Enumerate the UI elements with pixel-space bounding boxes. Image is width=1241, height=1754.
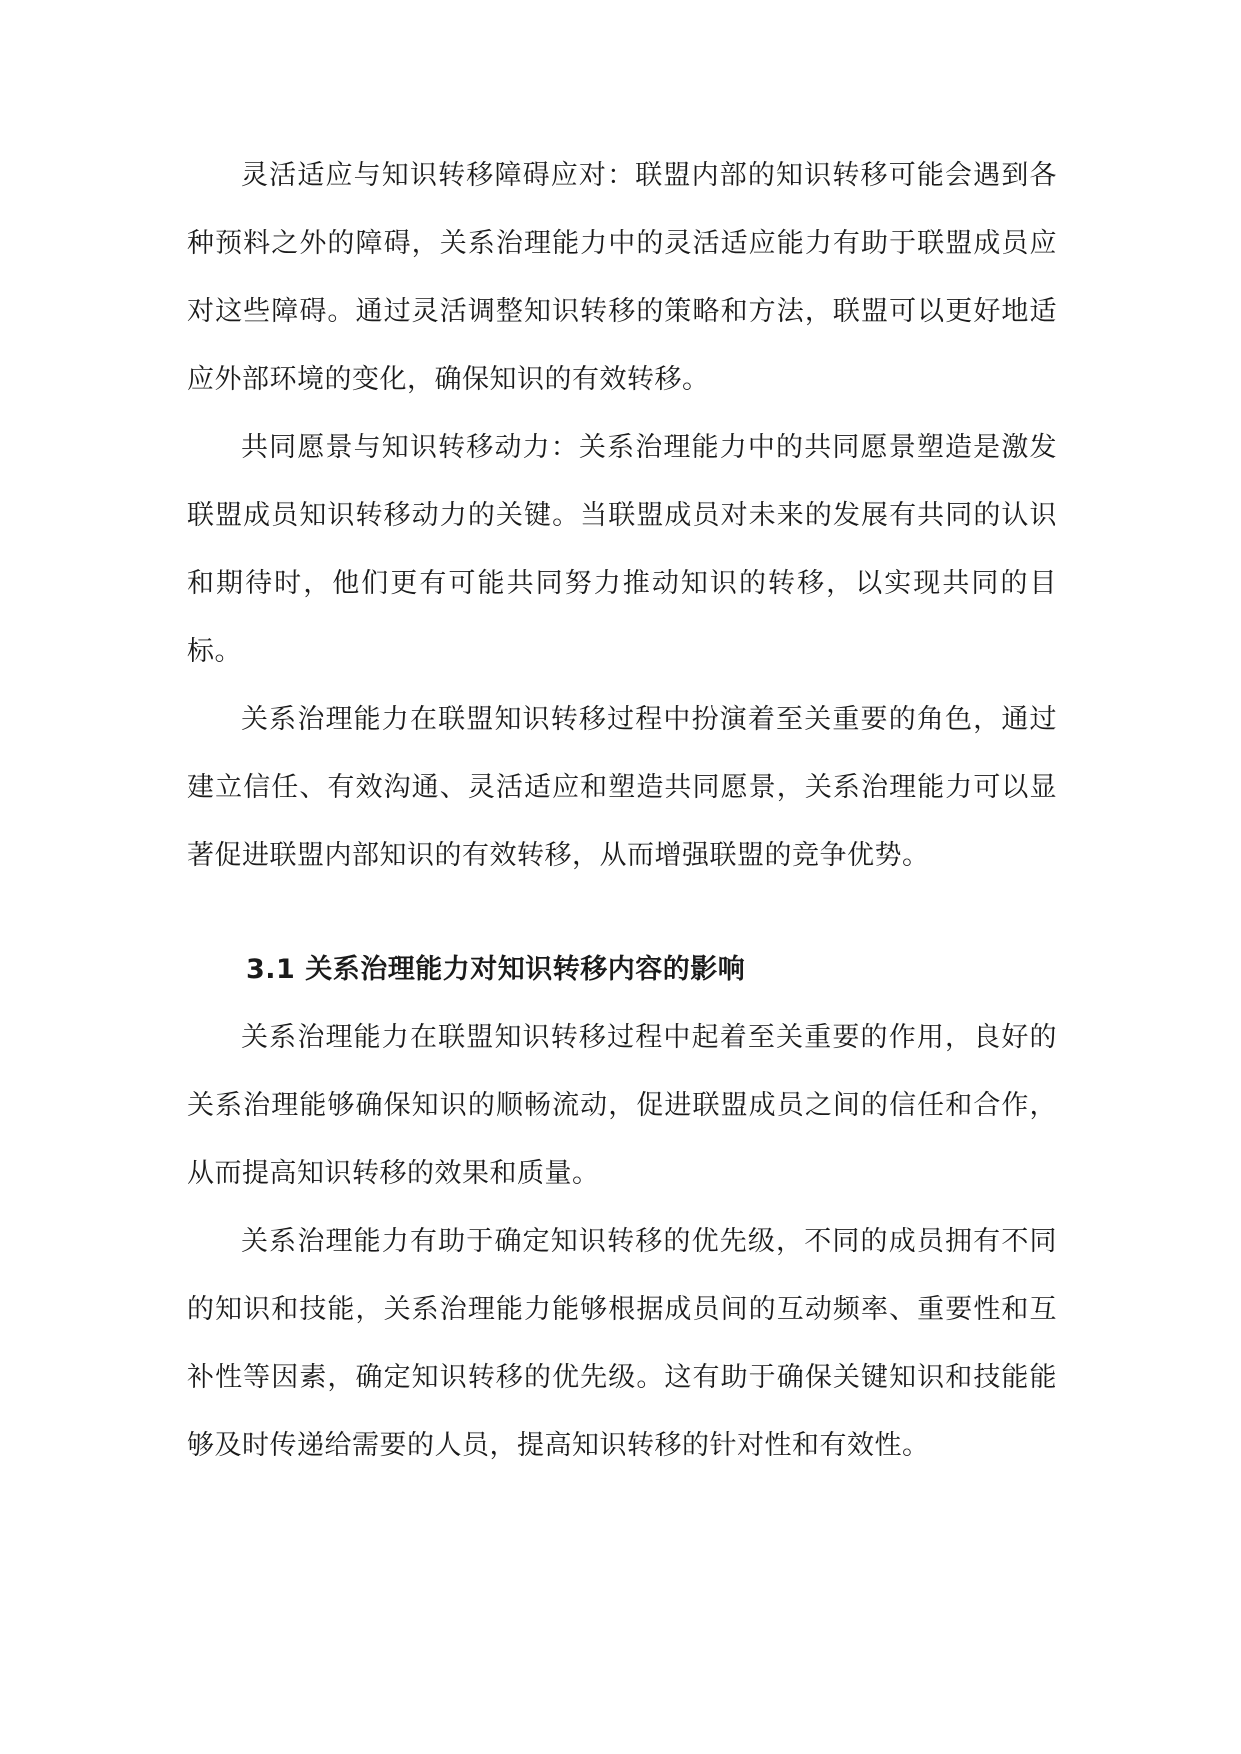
paragraph-summary: 关系治理能力在联盟知识转移过程中扮演着至关重要的角色，通过建立信任、有效沟通、灵活适应和塑造共同愿景，关系治理能力可以显著促进联盟内部知识的有效转移，从而增强联盟的竞争优势。 (187, 704, 1057, 871)
document-body (187, 142, 1057, 1480)
paragraph-shared-vision: 共同愿景与知识转移动力：关系治理能力中的共同愿景塑造是激发联盟成员知识转移动力的关键。当联盟成员对未来的发展有共同的认识和期待时，他们更有可能共同努力推动知识的转移，以实现共同的目标。 (187, 432, 1057, 667)
paragraph-flexible-adaptation: 灵活适应与知识转移障碍应对：联盟内部的知识转移可能会遇到各种预料之外的障碍，关系治理能力中的灵活适应能力有助于联盟成员应对这些障碍。通过灵活调整知识转移的策略和方法，联盟可以更好地适应外部环境的变化，确保知识的有效转移。 (187, 160, 1057, 395)
paragraph-role: 关系治理能力在联盟知识转移过程中起着至关重要的作用，良好的关系治理能够确保知识的顺畅流动，促进联盟成员之间的信任和合作，从而提高知识转移的效果和质量。 (187, 1022, 1057, 1189)
section-heading: 3.1 关系治理能力对知识转移内容的影响 (246, 954, 746, 985)
paragraph-priority: 关系治理能力有助于确定知识转移的优先级，不同的成员拥有不同的知识和技能，关系治理能力能够根据成员间的互动频率、重要性和互补性等因素，确定知识转移的优先级。这有助于确保关键知识和技能能够及时传递给需要的人员，提高知识转移的针对性和有效性。 (187, 1226, 1057, 1461)
